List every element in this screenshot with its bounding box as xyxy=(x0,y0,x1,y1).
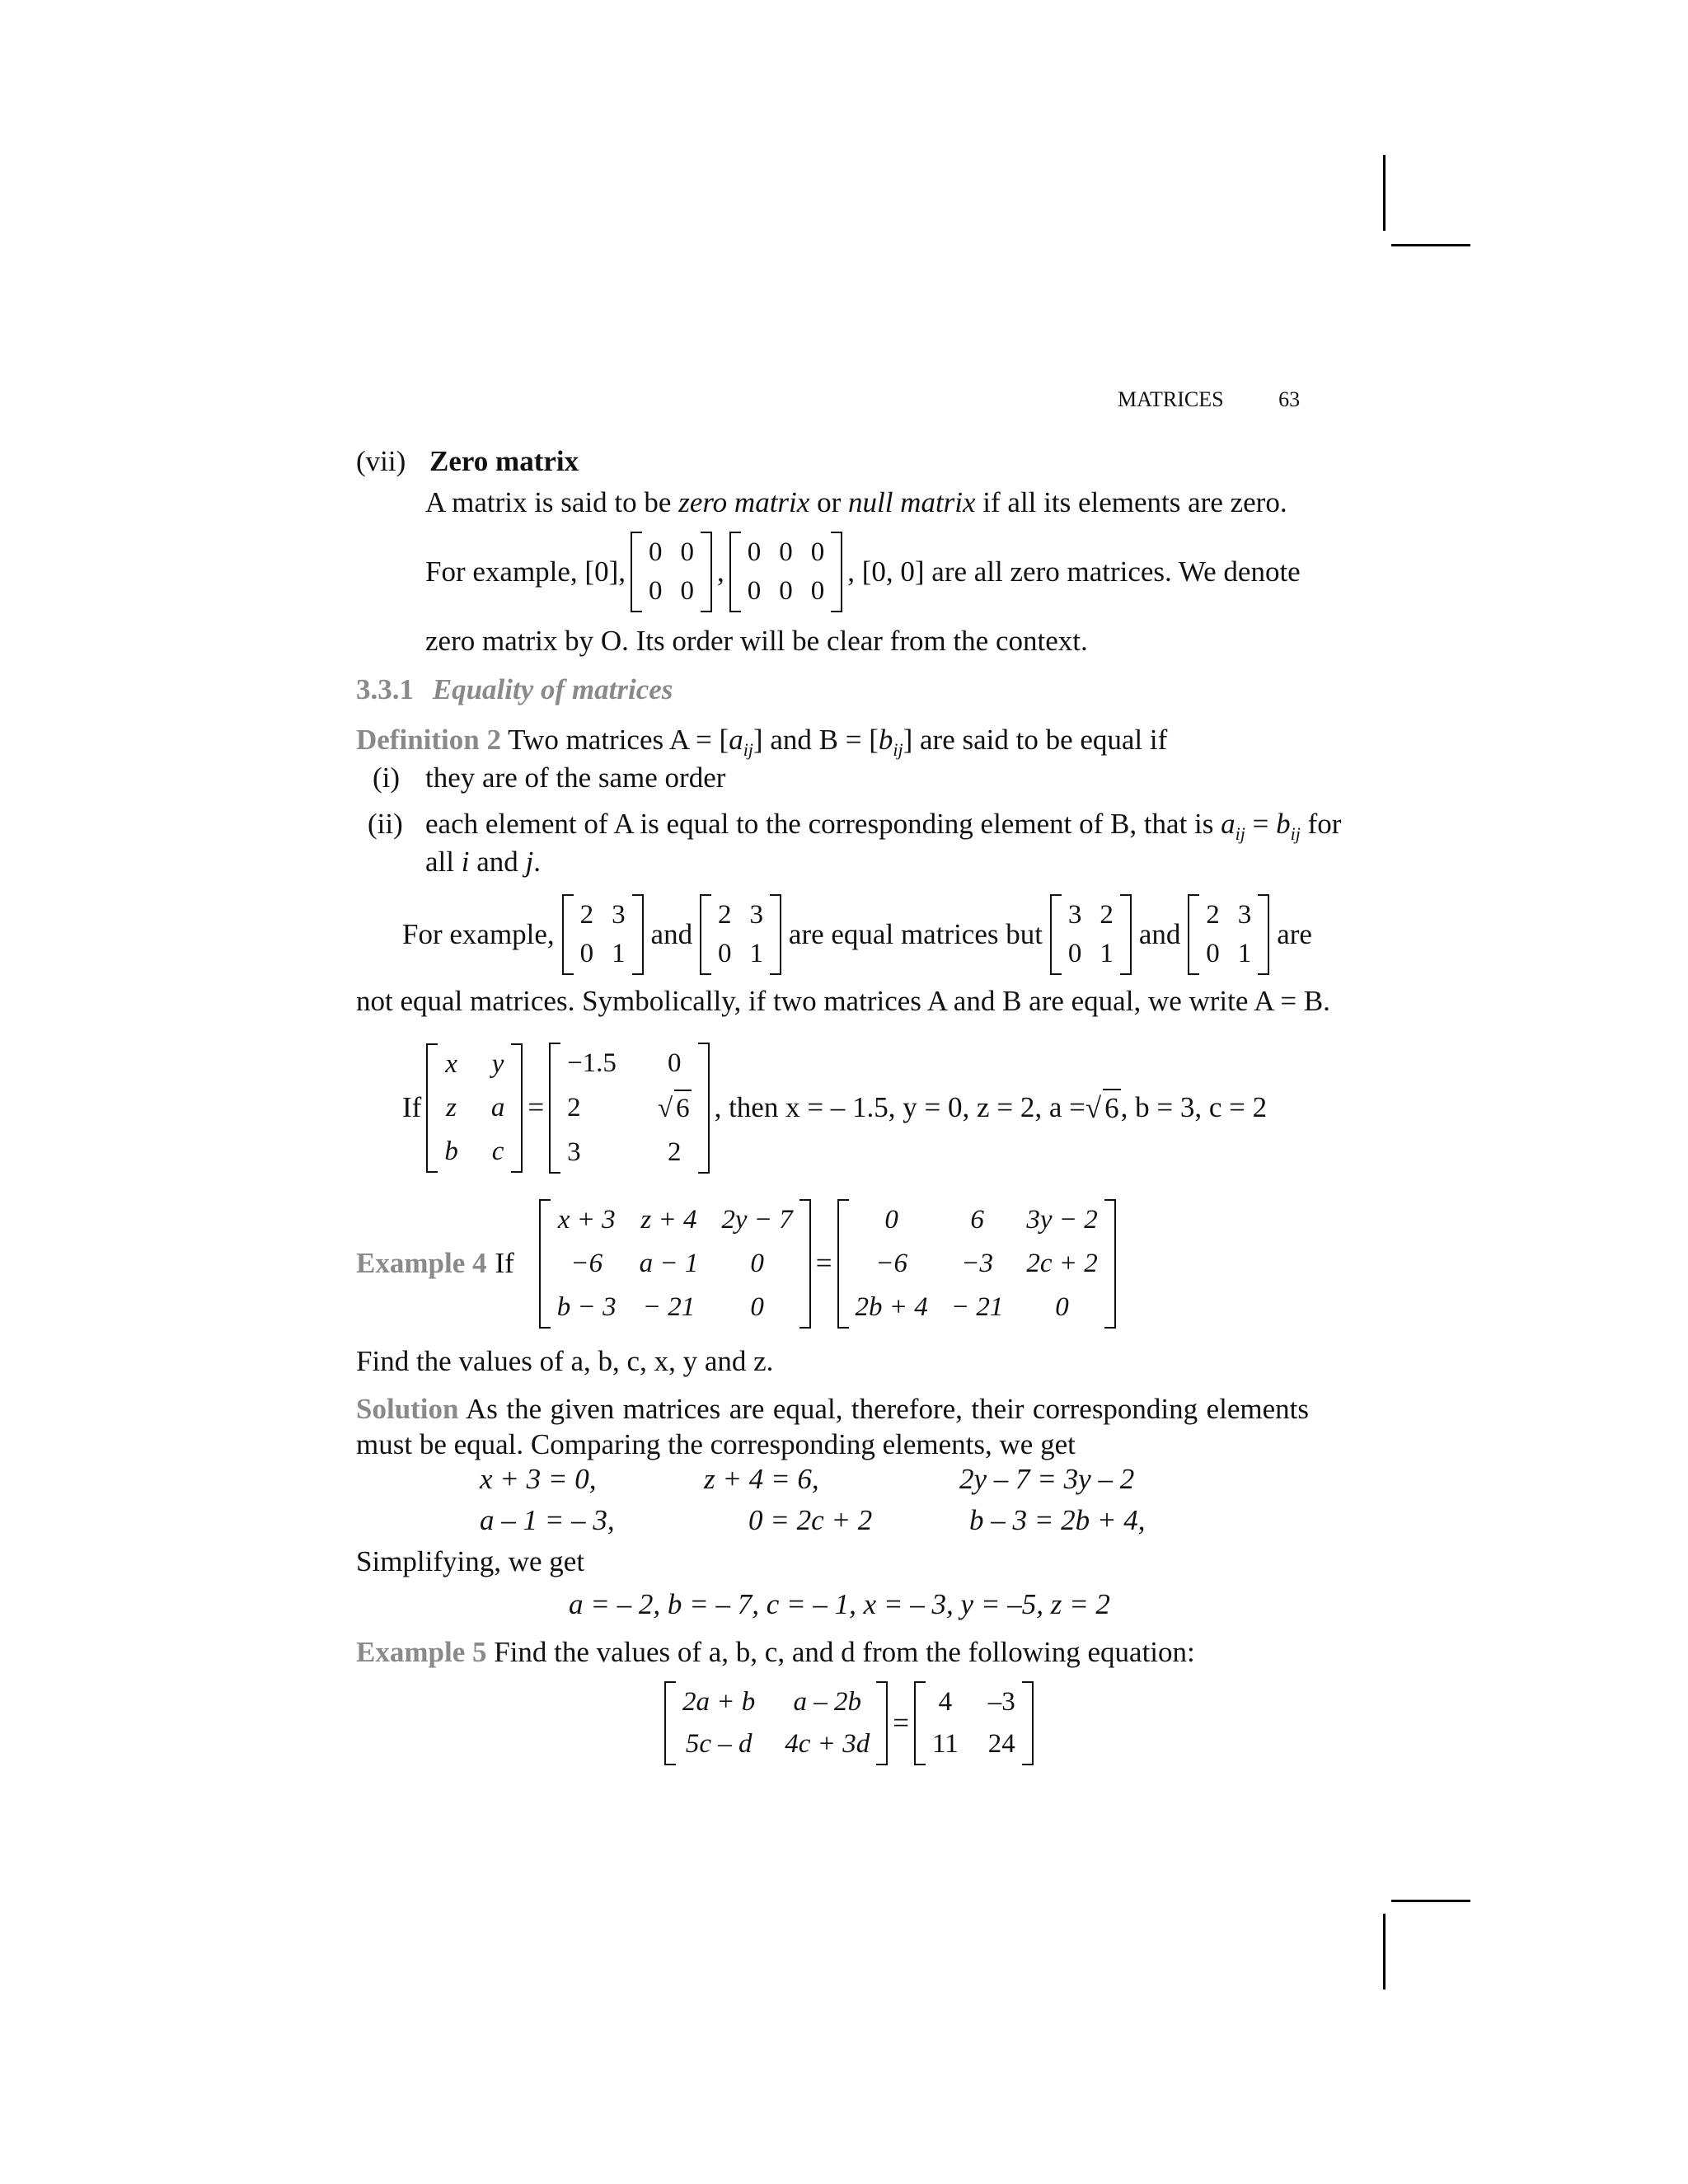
section-heading xyxy=(356,672,673,708)
matrix-cell: −3 xyxy=(961,1248,993,1278)
matrix-cell: z xyxy=(446,1092,457,1122)
matrix-cell: 2y − 7 xyxy=(721,1205,793,1235)
crop-mark-top-horizontal xyxy=(1391,244,1470,246)
matrix-cell: 2 xyxy=(718,900,732,930)
matrix-cell: √ 6 xyxy=(658,1090,692,1127)
matrix-cell: 0 xyxy=(668,1048,682,1078)
matrix-cell: 0 xyxy=(648,575,663,606)
example-4-question: Find the values of a, b, c, x, y and z. xyxy=(356,1345,774,1377)
matrix-cell: 0 xyxy=(747,575,762,606)
matrix-cell: − 21 xyxy=(642,1291,696,1322)
matrix-cell: b − 3 xyxy=(556,1291,617,1322)
matrix-cell: 1 xyxy=(612,938,626,968)
matrix-cell: 3 xyxy=(567,1137,581,1167)
zero-matrix-example: For example, [0], 0 0 0 0 , 0 0 0 0 0 0 , [0, 0] are all zero matrices. We denote xyxy=(425,532,1301,612)
definition-item-1: (i) they are of the same order xyxy=(373,762,726,794)
zero-matrix-2x3 xyxy=(729,532,843,612)
matrix-a xyxy=(562,894,644,975)
matrix-cell: x xyxy=(445,1049,457,1079)
matrix-cell: 0 xyxy=(779,537,793,567)
matrix-cell: 2a + b xyxy=(682,1687,756,1717)
example-4-left-matrix xyxy=(539,1199,811,1329)
matrix-cell: 0 xyxy=(810,575,825,606)
simplifying-text: Simplifying, we get xyxy=(356,1545,585,1577)
example-5: Example 5 Find the values of a, b, c, and d from the following equation: xyxy=(356,1636,1195,1668)
running-header xyxy=(1118,387,1300,412)
matrix-cell: 4c + 3d xyxy=(785,1728,870,1759)
matrix-cell: 0 xyxy=(884,1205,898,1235)
matrix-cell: 2 xyxy=(1206,900,1220,930)
section-title: Equality of matrices xyxy=(432,673,673,705)
example-4-right-matrix xyxy=(837,1199,1116,1329)
matrix-cell: 0 xyxy=(579,938,594,968)
zero-matrix-heading xyxy=(356,443,579,480)
matrix-cell: a xyxy=(490,1092,505,1122)
matrix-cell: 0 xyxy=(747,537,762,567)
matrix-cell: 0 xyxy=(1055,1291,1069,1322)
matrix-cell: 2 xyxy=(668,1137,682,1167)
variable-matrix xyxy=(426,1043,523,1173)
matrix-d xyxy=(1188,894,1269,975)
heading-text: Zero matrix xyxy=(429,445,579,477)
example-5-label: Example 5 xyxy=(356,1636,487,1668)
matrix-cell: − 21 xyxy=(950,1291,1004,1322)
definition-item-2: (ii) each element of A is equal to the corresponding element of B, that is $a_{ij} = b_{ij}$ for xyxy=(368,808,1342,844)
running-title: MATRICES xyxy=(1118,387,1224,411)
value-matrix xyxy=(549,1043,710,1174)
example-4: Example 4 If x + 3 z + 4 2y − 7 −6 a − 1 0 b − 3 − 21 0 = 0 6 3y − 2 −6 −3 2c + 2 2b + 4 − 21 0 xyxy=(356,1199,1121,1329)
matrix-cell: 0 xyxy=(1206,938,1220,968)
matrix-cell: 3 xyxy=(612,900,626,930)
matrix-cell: 0 xyxy=(779,575,793,606)
matrix-cell: 0 xyxy=(718,938,732,968)
matrix-b xyxy=(700,894,781,975)
matrix-cell: a − 1 xyxy=(639,1248,699,1278)
matrix-cell: 0 xyxy=(750,1291,764,1322)
matrix-cell: 24 xyxy=(987,1728,1015,1759)
definition-2: Definition 2 Two matrices $A = [a_{ij}]$ and $B = [b_{ij}]$ are said to be equal if xyxy=(356,724,1168,760)
crop-mark-bottom-vertical xyxy=(1383,1914,1386,1990)
zero-matrix-closing: zero matrix by O. Its order will be clear from the context. xyxy=(425,625,1088,657)
example-4-label: Example 4 xyxy=(356,1247,487,1280)
definition-item-2-cont: all i and j. xyxy=(425,846,541,878)
page-number: 63 xyxy=(1278,387,1301,411)
matrix-cell: 0 xyxy=(1067,938,1082,968)
matrix-cell: 0 xyxy=(750,1248,764,1278)
matrix-c xyxy=(1050,894,1132,975)
matrix-cell: 2c + 2 xyxy=(1026,1248,1098,1278)
item-label: (vii) xyxy=(356,445,406,477)
matrix-cell: 0 xyxy=(680,575,694,606)
matrix-cell: −6 xyxy=(875,1248,908,1278)
example-5-right-matrix xyxy=(914,1681,1034,1765)
matrix-cell: −1.5 xyxy=(567,1048,617,1078)
matrix-cell: −6 xyxy=(570,1248,603,1278)
example-5-left-matrix xyxy=(664,1681,888,1765)
solution-para-2: must be equal. Comparing the corresponding elements, we get xyxy=(356,1428,1076,1460)
equal-matrices-example: For example, 2 3 0 1 and 2 3 0 1 are equal matrices but 3 2 0 1 and 2 3 0 1 are xyxy=(402,894,1312,975)
matrix-cell: 3 xyxy=(1067,900,1082,930)
zero-matrix-definition: A matrix is said to be zero matrix or null matrix if all its elements are zero. xyxy=(425,486,1287,518)
matrix-cell: z + 4 xyxy=(640,1205,697,1235)
if-example: If x y z a b c = −1.5 0 2 √ 6 3 2 , then x = – 1.5, y = 0, z = 2, a = √ 6 , b = 3, c = 2 xyxy=(402,1043,1267,1174)
matrix-cell: 3 xyxy=(1237,900,1252,930)
matrix-cell: 0 xyxy=(648,537,663,567)
crop-mark-bottom-horizontal xyxy=(1391,1900,1470,1902)
zero-matrix-2x2 xyxy=(631,532,712,612)
matrix-cell: –3 xyxy=(987,1687,1015,1717)
definition-label: Definition 2 xyxy=(356,724,501,756)
matrix-cell: 2 xyxy=(579,900,594,930)
matrix-cell: y xyxy=(491,1049,504,1079)
matrix-cell: 11 xyxy=(931,1728,959,1759)
matrix-cell: 3 xyxy=(749,900,763,930)
matrix-cell: 0 xyxy=(810,537,825,567)
matrix-cell: 1 xyxy=(1100,938,1114,968)
matrix-cell: 2 xyxy=(1100,900,1114,930)
section-number: 3.3.1 xyxy=(356,673,414,705)
solution-para: Solution As the given matrices are equal, therefore, their corresponding elements xyxy=(356,1393,1309,1425)
matrix-cell: 0 xyxy=(680,537,694,567)
matrix-cell: 2b + 4 xyxy=(855,1291,928,1322)
matrix-cell: 1 xyxy=(749,938,763,968)
matrix-cell: 3y − 2 xyxy=(1026,1205,1098,1235)
example-5-equation: 2a + b a – 2b 5c – d 4c + 3d = 4 –3 11 24 xyxy=(659,1681,1039,1765)
matrix-cell: 5c – d xyxy=(685,1728,753,1759)
solution-label: Solution xyxy=(356,1393,459,1425)
matrix-cell: x + 3 xyxy=(557,1205,616,1235)
equal-matrices-closing: not equal matrices. Symbolically, if two matrices A and B are equal, we write A = B. xyxy=(356,985,1330,1017)
matrix-cell: b xyxy=(444,1136,458,1166)
crop-mark-top-vertical xyxy=(1383,155,1386,231)
solution-result: a = – 2, b = – 7, c = – 1, x = – 3, y = –5, z = 2 xyxy=(569,1588,1110,1620)
matrix-cell: a – 2b xyxy=(793,1687,861,1717)
matrix-cell: 4 xyxy=(938,1687,953,1717)
matrix-cell: 1 xyxy=(1237,938,1252,968)
matrix-cell: 2 xyxy=(567,1092,581,1122)
matrix-cell: c xyxy=(491,1136,504,1166)
matrix-cell: 6 xyxy=(970,1205,984,1235)
